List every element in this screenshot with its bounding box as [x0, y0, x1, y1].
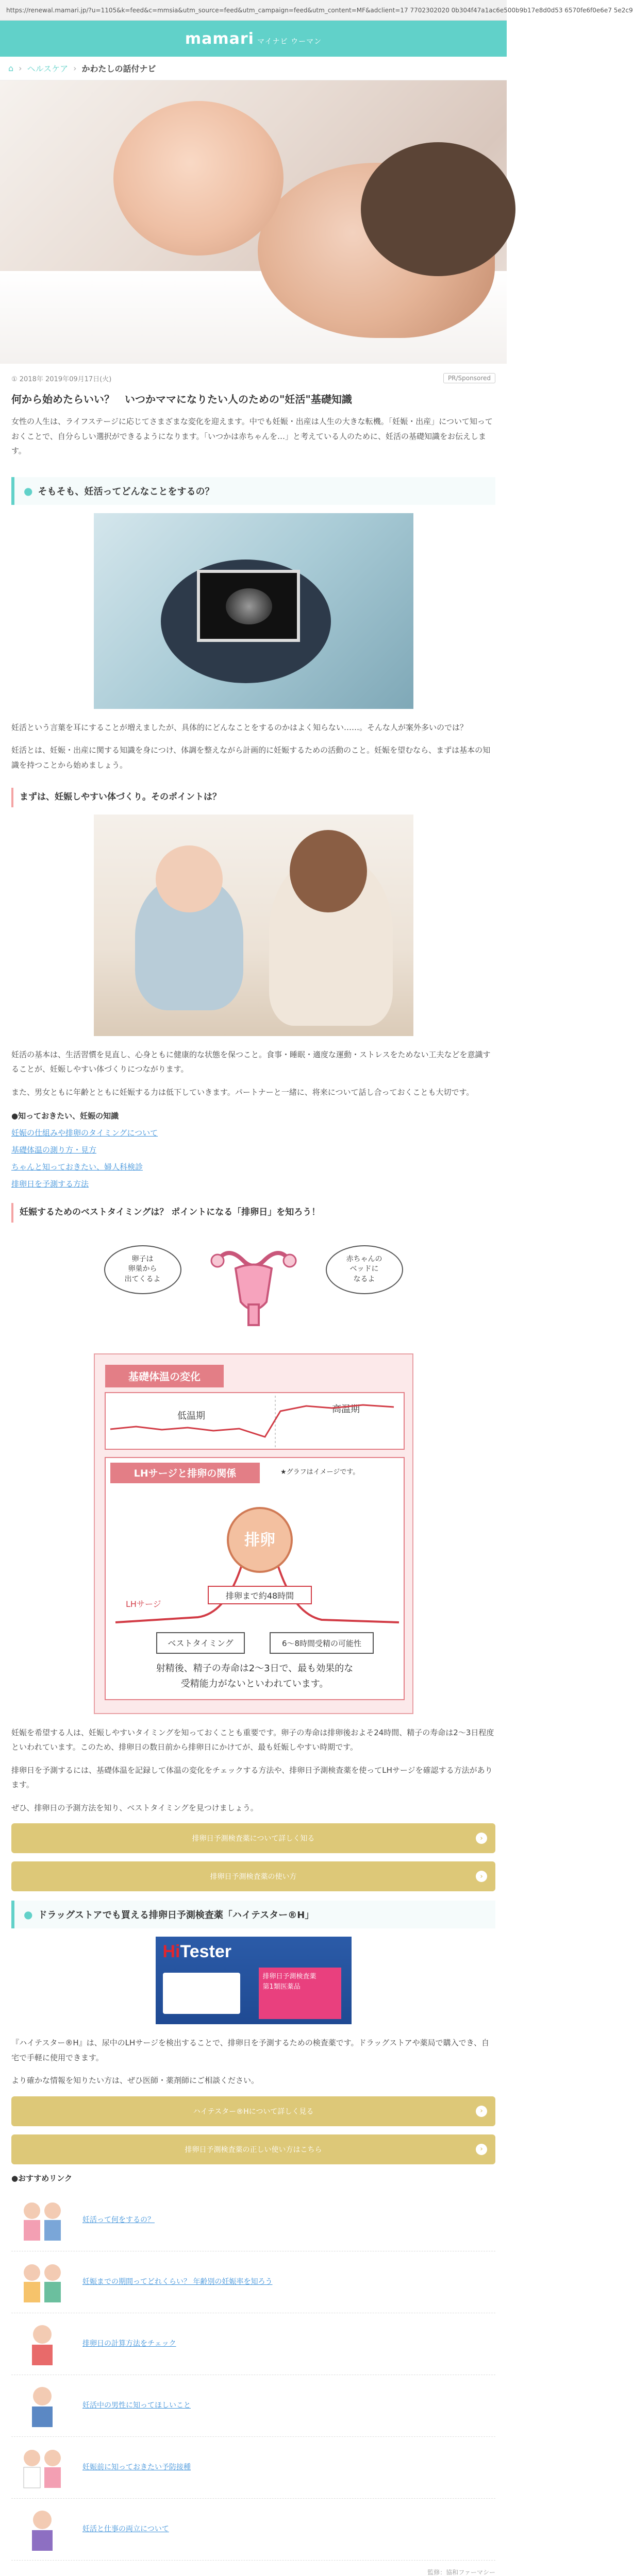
detail-button-3-label: ハイテスター®Hについて詳しく見る: [193, 2107, 314, 2116]
couple-illustration-icon: [11, 2195, 73, 2245]
hero-baby: [113, 101, 284, 256]
detail-button-4[interactable]: [11, 2134, 495, 2164]
chart-title-lh: LHサージと排卵の関係: [134, 1467, 236, 1479]
chart-title-bbt: 基礎体温の変化: [128, 1370, 201, 1383]
breadcrumb-separator: ›: [73, 63, 77, 73]
list-item[interactable]: [11, 2437, 495, 2499]
bbt-high-label: 高温期: [331, 1403, 360, 1415]
knowledge-link[interactable]: 妊娠の仕組みや排卵のタイミングについて: [11, 1128, 158, 1138]
detail-button-1-label: 排卵日予測検査薬について詳しく知る: [192, 1835, 315, 1843]
timing-text: 排卵まで約48時間: [225, 1590, 294, 1601]
product-test-strips: [163, 1973, 240, 2014]
hero-hair: [361, 142, 515, 276]
breadcrumb-category[interactable]: ヘルスケア: [27, 64, 69, 74]
product-brand: [163, 1942, 232, 1962]
url-bar[interactable]: [0, 0, 633, 21]
home-icon[interactable]: ⌂: [8, 63, 14, 73]
sub-heading-2: 妊娠するためのベストタイミングは？ ポイントになる「排卵日」を知ろう！: [11, 1203, 495, 1223]
list-item[interactable]: [11, 2251, 495, 2313]
detail-button-4-label: 排卵日予測検査薬の正しい使い方はこちら: [185, 2145, 322, 2154]
list-item[interactable]: [11, 2190, 495, 2251]
bbt-low-label: 低温期: [177, 1410, 205, 1421]
list-item[interactable]: [11, 2499, 495, 2561]
section2-paragraph-3: ぜひ、排卵日の予測方法を知り、ベストタイミングを見つけましょう。: [11, 1803, 258, 1812]
article-lead: 女性の人生は、ライフステージに応じてさまざまな変化を迎えます。中でも妊娠・出産は人生の大きな転機。「妊娠・出産」について知っておくことで、自分らしい選択ができるようになります。「いつかは赤ちゃんを…」と考えている人のために、妊活の基礎知識をお伝えします。: [11, 417, 493, 455]
detail-button-3[interactable]: [11, 2096, 495, 2126]
best-timing-text: ベストタイミング: [167, 1638, 234, 1648]
url-text: https://renewal.mamari.jp/?u=1105&k=feed&c=mmsia&utm_source=feed&utm_campaign=feed&utm_content=MF&adclient=17 7702302020 0b304f47a1ac6e500b9b17e8d0d53 6570fe6f0e6e7 5e2c9: [6, 6, 633, 14]
list-item[interactable]: [11, 2375, 495, 2437]
speech-bubble-right: 赤ちゃんの ベッドに なるよ: [326, 1245, 403, 1294]
detail-button-2[interactable]: [11, 1861, 495, 1891]
ovum-label: 排卵: [244, 1531, 275, 1549]
chevron-right-icon: ›: [476, 2144, 487, 2155]
recommended-link[interactable]: 妊活中の男性に知ってほしいこと: [82, 2401, 191, 2410]
article-title: 何から始めたらいい？ いつかママになりたい人のための"妊活"基礎知識: [11, 393, 352, 405]
ultrasound-photo: [94, 513, 413, 709]
breadcrumb-separator: ›: [19, 63, 22, 73]
photo-ultrasound-screen: [197, 570, 300, 642]
speech-bubble-left: 卵子は 卵巣から 出てくるよ: [104, 1245, 181, 1294]
recommended-link[interactable]: 妊活って何をするの？: [82, 2215, 155, 2224]
doctor-illustration-icon: [11, 2443, 73, 2492]
section1-paragraph-1: 妊活という言葉を耳にすることが増えましたが、具体的にどんなことをするのかはよく知らない……。そんな人が案外多いのでは？: [11, 722, 468, 732]
breadcrumb-current: かわたしの話付ナビ: [81, 64, 156, 74]
knowledge-link[interactable]: ちゃんと知っておきたい、婦人科検診: [11, 1162, 143, 1172]
chevron-right-icon: ›: [476, 1871, 487, 1882]
photo-mother-head: [290, 830, 367, 912]
knowledge-links-title: ●知っておきたい、妊娠の知識: [11, 1111, 119, 1121]
sub-heading-1: まずは、妊娠しやすい体づくり。そのポイントは？: [11, 788, 495, 807]
section-heading-3-text: ドラッグストアでも買える排卵日予測検査薬「ハイテスター®H」: [38, 1910, 314, 1921]
site-logo[interactable]: [185, 30, 322, 48]
fertile-text: 6〜8時間受精の可能性: [281, 1638, 361, 1648]
product-brand-tester: Tester: [180, 1942, 232, 1961]
bbt-lh-chart: [94, 1353, 413, 1714]
sub1-paragraph: 妊活の基本は、生活習慣を見直し、心身ともに健康的な状態を保つこと。食事・睡眠・適度な運動・ストレスをためない工夫などを意識することが、妊娠しやすい体づくりにつながります。: [11, 1049, 491, 1074]
work-illustration-icon: [11, 2504, 73, 2554]
article-meta: [0, 364, 507, 386]
section-heading-1-text: そもそも、妊活ってどんなことをするの？: [38, 486, 214, 497]
detail-button-1[interactable]: [11, 1823, 495, 1853]
heading-bullet-icon: ●: [24, 1908, 33, 1921]
mother-child-photo: [94, 815, 413, 1036]
lh-surge-label: LHサージ: [125, 1599, 161, 1609]
recommended-link[interactable]: 排卵日の計算方法をチェック: [82, 2339, 176, 2348]
lh-note: ★グラフはイメージです。: [280, 1468, 359, 1476]
sub1-paragraph-2: また、男女ともに年齢とともに妊娠する力は低下していきます。パートナーと一緒に、将来について話し合っておくことも大切です。: [11, 1087, 474, 1097]
list-item[interactable]: [11, 2313, 495, 2375]
breadcrumb: [0, 57, 507, 80]
couple-illustration-icon: [11, 2257, 73, 2307]
heading-bullet-icon: ●: [24, 484, 33, 497]
recommended-link[interactable]: 妊娠までの期間ってどれくらい？ 年齢別の妊娠率を知ろう: [82, 2277, 273, 2286]
bbt-panel: [105, 1393, 404, 1449]
section3-paragraph-2: より確かな情報を知りたい方は、ぜひ医師・薬剤師にご相談ください。: [11, 2076, 259, 2085]
recommended-link[interactable]: 妊活と仕事の両立について: [82, 2524, 169, 2533]
man-illustration-icon: [11, 2381, 73, 2430]
chevron-right-icon: ›: [476, 2106, 487, 2117]
chevron-right-icon: ›: [476, 1833, 487, 1844]
product-label: 排卵日予測検査薬 第1類医薬品: [259, 1968, 341, 2019]
section2-paragraph-2: 排卵日を予測するには、基礎体温を記録して体温の変化をチェックする方法や、排卵日予測検査薬を使ってLHサージを確認する方法があります。: [11, 1765, 493, 1789]
recommended-link[interactable]: 妊娠前に知っておきたい予防接種: [82, 2463, 191, 2471]
chart-caption-2: 受精能力がないといわれています。: [180, 1678, 328, 1689]
product-image: [156, 1937, 352, 2024]
section2-paragraph-1: 妊娠を希望する人は、妊娠しやすいタイミングを知っておくことも重要です。卵子の寿命は排卵後およそ24時間、精子の寿命は2〜3日程度といわれています。このため、排卵日の数日前から排卵日にかけてが、最も妊娠しやすい時期です。: [11, 1727, 494, 1752]
bbt-lh-chart-svg: [95, 1354, 414, 1715]
logo-sub-text: マイナビ ウーマン: [257, 37, 322, 46]
recommended-heading: ●おすすめリンク: [11, 2173, 72, 2183]
pr-badge: PR/Sponsored: [443, 373, 495, 383]
section3-paragraph: 『ハイテスター®H』は、尿中のLHサージを検出することで、排卵日を予測するための検査薬です。ドラッグストアや薬局で購入でき、自宅で手軽に使用できます。: [11, 2038, 490, 2062]
photo-child-head: [156, 845, 223, 912]
logo-text: mamari: [185, 29, 254, 48]
uterus-illustration: [94, 1230, 413, 1343]
source-credit: 監修：協和ファーマシー: [427, 2568, 495, 2576]
hero-image: [0, 80, 507, 364]
section1-paragraph-2: 妊活とは、妊娠・出産に関する知識を身につけ、体調を整えながら計画的に妊娠するための活動のこと。妊娠を望むなら、まずは基本の知識を持つことから始めましょう。: [11, 745, 491, 770]
product-brand-hi: Hi: [162, 1942, 180, 1961]
chart-caption-1: 射精後、精子の寿命は2〜3日で、最も効果的な: [156, 1663, 353, 1674]
site-header: [0, 21, 507, 57]
woman-illustration-icon: [11, 2319, 73, 2368]
detail-button-2-label: 排卵日予測検査薬の使い方: [210, 1873, 297, 1881]
knowledge-link[interactable]: 基礎体温の測り方・見方: [11, 1145, 97, 1155]
section-heading-3: [11, 1901, 495, 1928]
section-heading-1: [11, 477, 495, 505]
article-date: ① 2018年 2019年09月17日(火): [11, 375, 112, 383]
uterus-icon: [207, 1240, 300, 1333]
knowledge-link[interactable]: 排卵日を予測する方法: [11, 1179, 89, 1189]
knowledge-links: [11, 1108, 495, 1193]
